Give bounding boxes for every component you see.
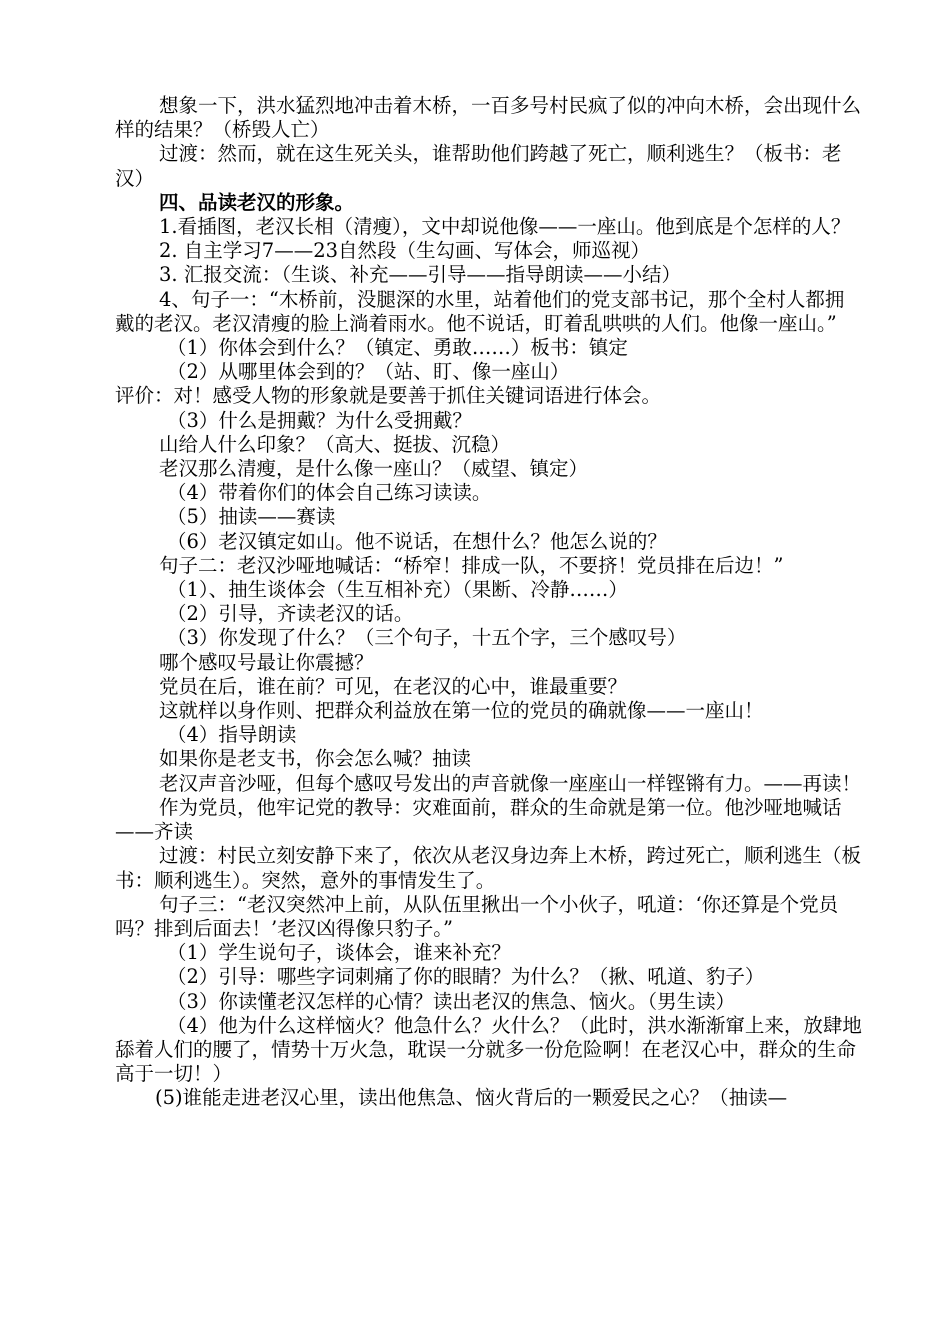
paragraph: （3）什么是拥戴？为什么受拥戴？ <box>167 408 472 432</box>
paragraph: （1）你体会到什么？（镇定、勇敢……）板书：镇定 <box>167 336 628 360</box>
paragraph: （2）引导，齐读老汉的话。 <box>167 602 414 626</box>
paragraph: （1）、抽生谈体会（生互相补充）（果断、冷静……） <box>167 578 628 602</box>
document-page <box>115 94 863 1111</box>
paragraph: （2）引导：哪些字词刺痛了你的眼睛？为什么？（揪、吼道、豹子） <box>167 965 765 989</box>
paragraph: 4、句子一：“木桥前，没腿深的水里，站着他们的党支部书记，那个全村人都拥戴的老汉。老汉清瘦的脸上淌着雨水。他不说话，盯着乱哄哄的人们。他像一座山。” <box>115 287 845 335</box>
paragraph: （3）你读懂老汉怎样的心情？读出老汉的焦急、恼火。（男生读） <box>167 989 736 1013</box>
paragraph: （2）从哪里体会到的？（站、盯、像一座山） <box>167 360 570 384</box>
paragraph: 评价：对！感受人物的形象就是要善于抓住关键词语进行体会。 <box>115 384 662 408</box>
paragraph: (5)谁能走进老汉心里，读出他焦急、恼火背后的一颗爱民之心？（抽读— <box>155 1086 788 1110</box>
paragraph: 老汉那么清瘦，是什么像一座山？（威望、镇定） <box>159 457 589 481</box>
paragraph: 2. 自主学习7——23自然段（生勾画、写体会，师巡视） <box>159 239 651 263</box>
paragraph: 山给人什么印象？（高大、挺拔、沉稳） <box>159 432 511 456</box>
paragraph: （4）指导朗读 <box>167 723 297 747</box>
paragraph: 老汉声音沙哑，但每个感叹号发出的声音就像一座座山一样铿锵有力。——再读！ <box>159 771 862 795</box>
paragraph: 这就样以身作则、把群众利益放在第一位的党员的确就像——一座山！ <box>159 699 764 723</box>
paragraph: （6）老汉镇定如山。他不说话，在想什么？他怎么说的？ <box>167 529 667 553</box>
paragraph: 哪个感叹号最让你震撼？ <box>159 650 374 674</box>
paragraph: （3）你发现了什么？（三个句子，十五个字，三个感叹号） <box>167 626 687 650</box>
paragraph: （1）学生说句子，谈体会，谁来补充？ <box>167 941 511 965</box>
paragraph: 如果你是老支书，你会怎么喊？抽读 <box>159 747 472 771</box>
paragraph: 作为党员，他牢记党的教导：灾难面前，群众的生命就是第一位。他沙哑地喊话——齐读 <box>115 795 842 844</box>
paragraph: （5）抽读——赛读 <box>167 505 336 529</box>
paragraph: （4）他为什么这样恼火？他急什么？火什么？（此时，洪水渐渐窜上来，放肆地舔着人们的腰了，情势十万火急，耽误一分就多一份危险啊！在老汉心中，群众的生命高于一切！） <box>115 1013 862 1086</box>
paragraph: 句子二：老汉沙哑地喊话：“桥窄！排成一队，不要挤！党员排在后边！” <box>159 553 784 577</box>
paragraph: （4）带着你们的体会自己练习读读。 <box>167 481 492 505</box>
paragraph: 过渡：村民立刻安静下来了，依次从老汉身边奔上木桥，跨过死亡，顺利逃生（板书：顺利逃生）。突然，意外的事情发生了。 <box>115 844 862 892</box>
paragraph: 想象一下，洪水猛烈地冲击着木桥，一百多号村民疯了似的冲向木桥，会出现什么样的结果？（桥毁人亡） <box>115 94 862 142</box>
paragraph: 党员在后，谁在前？可见，在老汉的心中，谁最重要？ <box>159 674 628 698</box>
paragraph: 3. 汇报交流：（生谈、补充——引导——指导朗读——小结） <box>159 263 682 287</box>
paragraph: 句子三：“老汉突然冲上前，从队伍里揪出一个小伙子，吼道：‘你还算是个党员吗？排到后面去！’老汉凶得像只豹子。” <box>115 892 839 940</box>
paragraph: 过渡：然而，就在这生死关头，谁帮助他们跨越了死亡，顺利逃生？（板书：老汉） <box>115 142 842 190</box>
section-heading: 四、品读老汉的形象。 <box>159 190 355 214</box>
paragraph: 1.看插图，老汉长相（清瘦），文中却说他像——一座山。他到底是个怎样的人？ <box>159 215 851 239</box>
